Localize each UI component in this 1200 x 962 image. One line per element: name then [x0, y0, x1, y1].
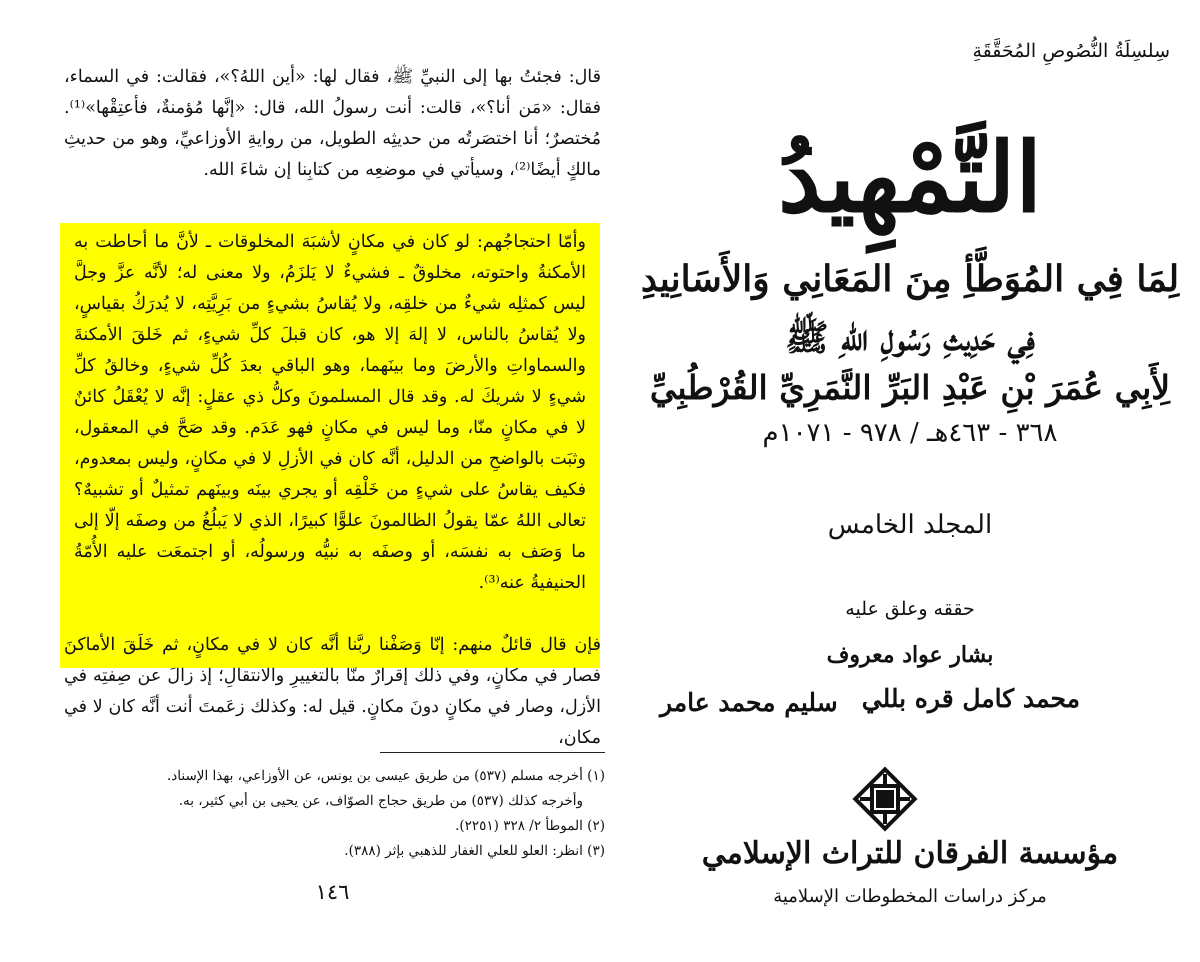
highlighted-paragraph: وأمّا احتجاجُهم: لو كان في مكانٍ لأشبَهَ المخلوقات ـ لأنَّ ما أحاطت به الأمكنةُ واحتوته، مخلوقٌ ـ فشيءٌ لا يَلزَمُ، ولا معنى له؛ لأنَّه عزَّ وجلَّ ليس كمثلِه شيءٌ من خلقِه، ولا يُقاسُ بشيءٍ من بَرِيَّتِه، لا يُدرَكُ بقياسٍ، ولا يُقاسُ بالناس، لا إلهَ إلا هو، كان قبلَ كلِّ شيءٍ، ثم خَلقَ الأمكنةَ والسماواتِ والأرضَ وما بينَهما، وهو الباقي بعدَ كُلِّ شيءٍ، وخالقُ كلِّ شيءٍ لا شريكَ له. وقد قال المسلمونَ وكلُّ ذي عقلٍ: إنَّه لا يُعْقَلُ كائنٌ لا في مكانٍ منّا، وما ليس في مكانٍ فهو عَدَم. وقد صَحَّ في المعقول، وثبَت بالواضحِ من الدليل، أنَّه كان في الأزلِ لا في مكانٍ، وليس بمعدوم، فكيف يقاسُ على شيءٍ من خَلْقِه أو يجري بينَه وبينَهم تمثيلٌ أو تشبيهٌ؟ تعالى اللهُ عمّا يقولُ الظالمونَ علوًّا كبيرًا، الذي لا يَبلُغُ من وصفَه إلّا إلى ما وَصَف به نفسَه، أو وصفَه به نبيُّه ورسولُه، أو اجتمعَت عليه الأُمّةُ الحنيفيةُ عنه⁽³⁾.: [74, 232, 586, 593]
editor-2: محمد كامل قره بللي: [861, 684, 1080, 713]
footnote-1-continued: وأخرجه كذلك (٥٣٧) من طريق حجاج الصوّاف، عن يحيى بن أبي كثير، به.: [178, 793, 583, 809]
series-title: سِلسِلَةُ النُّصُوصِ المُحَقَّقَةِ: [972, 40, 1170, 62]
publisher-name: مؤسسة الفرقان للتراث الإسلامي: [701, 836, 1119, 871]
footnotes: [60, 764, 605, 864]
footnote-3: (٣) انظر: العلو للعلي الغفار للذهبي بإثر (٣٨٨).: [344, 843, 605, 859]
publisher-subtitle: مركز دراسات المخطوطات الإسلامية: [773, 886, 1047, 907]
editor-1: بشار عواد معروف: [826, 642, 994, 668]
bottom-paragraph: فإن قال قائلٌ منهم: إنّا وَصَفْنا ربَّنا أنَّه كان لا في مكانٍ، ثم خَلَقَ الأماكنَ فصار في مكانٍ، وفي ذلك إقرارٌ منّا بالتغييرِ والانتقالِ؛ إذ زالَ عن صِفتِه في الأزل، وصار في مكانٍ دونَ مكانٍ. قيل له: وكذلك زعَمتَ أنت أنَّه كان لا في مكان،: [64, 635, 601, 748]
publisher-logo-icon: [850, 764, 920, 834]
bottom-paragraph-wrap: [60, 630, 605, 754]
volume-label: المجلد الخامس: [827, 510, 993, 540]
top-paragraph-wrap: [60, 62, 605, 186]
editor-3: سليم محمد عامر: [660, 688, 838, 717]
book-title: التَّمْهِيدُ: [778, 121, 1042, 234]
top-paragraph: قال: فجئتُ بها إلى النبيِّ ﷺ، فقال لها: «أين اللهُ؟»، فقالت: في السماء، فقال: «مَن أنا؟»، قالت: أنت رسولُ الله، قال: «إنَّها مُؤمنةٌ، فأعتِقْها»⁽¹⁾. مُختصرٌ؛ أنا اختصَرتُه من حديثِه الطويل، من روايةِ الأوزاعيِّ، وهو من حديثِ مالكٍ أيضًا⁽²⁾، وسيأتي في موضعِه من كتابِنا إن شاءَ الله.: [64, 67, 601, 180]
footnote-2: (٢) الموطأ ٢/ ٣٢٨ (٢٢٥١).: [455, 818, 605, 834]
subtitle-line-2: فِي حَدِيثِ رَسُولِ اللهِ ﷺ: [785, 317, 1035, 359]
page-number: ١٤٦: [315, 880, 350, 904]
author-name: لِأَبِي عُمَرَ بْنِ عَبْدِ البَرِّ النَّمَرِيِّ القُرْطُبِيِّ: [649, 368, 1171, 407]
author-dates: ٣٦٨ - ٤٦٣هـ / ٩٧٨ - ١٠٧١م: [762, 418, 1058, 448]
footnote-divider: [380, 752, 605, 753]
edited-by-label: حققه وعلق عليه: [845, 598, 975, 620]
left-page: [60, 40, 605, 920]
highlighted-passage: [60, 223, 600, 668]
footnote-1: (١) أخرجه مسلم (٥٣٧) من طريق عيسى بن يونس، عن الأوزاعي، بهذا الإسناد.: [166, 768, 605, 784]
book-cover-page: [620, 0, 1200, 962]
subtitle-line-1: لِمَا فِي المُوَطَّأِ مِنَ المَعَانِي وَالأَسَانِيدِ: [640, 258, 1180, 300]
